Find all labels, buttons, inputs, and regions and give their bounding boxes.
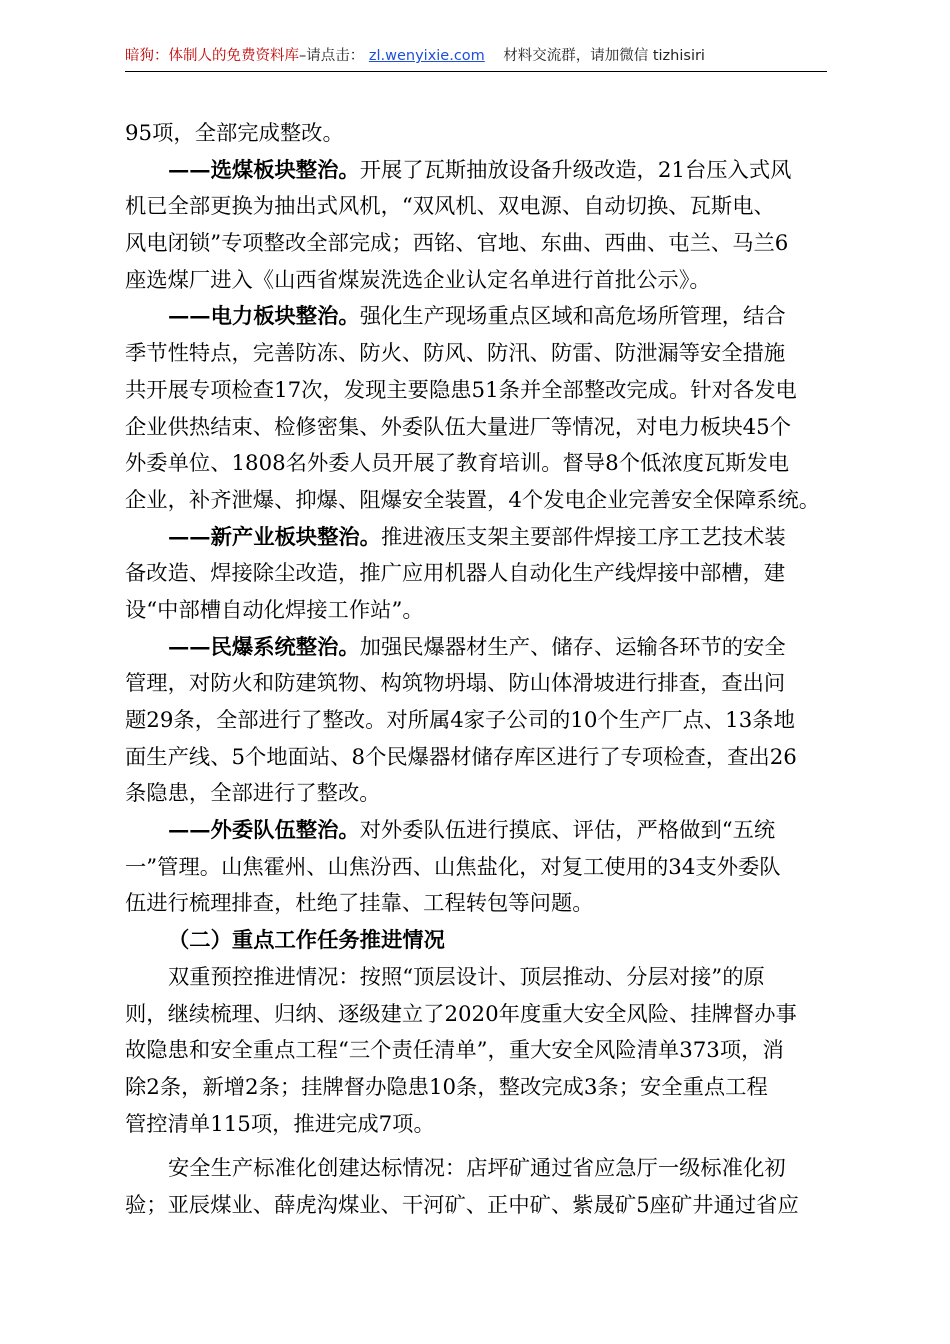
subsection-heading: （二）重点工作任务推进情况 <box>168 928 445 954</box>
section-heading: ——选煤板块整治。 <box>168 157 360 183</box>
body-line: 一”管理。山焦霍州、山焦汾西、山焦盐化，对复工使用的34支外委队 <box>125 854 781 880</box>
section-heading: ——新产业板块整治。 <box>168 524 381 550</box>
page-header <box>125 44 825 70</box>
body-line: 除2条，新增2条；挂牌督办隐患10条，整改完成3条；安全重点工程 <box>125 1074 768 1100</box>
body-line <box>125 226 841 263</box>
body-line: 设“中部槽自动化焊接工作站”。 <box>125 597 424 623</box>
body-text: 推进液压支架主要部件焊接工序工艺技术装 <box>380 524 786 550</box>
body-line: 故隐患和安全重点工程“三个责任清单”，重大安全风险清单373项，消 <box>125 1038 784 1064</box>
header-contact: 材料交流群，请加微信 tizhisiri <box>503 48 705 64</box>
body-line: 则，继续梳理、归纳、逐级建立了2020年度重大安全风险、挂牌督办事 <box>125 1001 797 1027</box>
body-line: 双重预控推进情况：按照“顶层设计、顶层推动、分层对接”的原 <box>168 964 765 990</box>
body-line <box>125 520 841 557</box>
body-text: 开展了瓦斯抽放设备升级改造，21台压入式风 <box>359 157 792 183</box>
header-link[interactable]: zl.wenyixie.com <box>368 48 485 64</box>
body-line: 共开展专项检查17次，发现主要隐患51条并全部整改完成。针对各发电 <box>125 377 797 403</box>
body-line: 95项，全部完成整改。 <box>125 121 344 146</box>
body-text: 加强民爆器材生产、储存、运输各环节的安全 <box>359 634 786 660</box>
body-line: 管控清单115项，推进完成7项。 <box>125 1111 435 1137</box>
body-text: 对外委队伍进行摸底、评估，严格做到“五统 <box>359 818 776 844</box>
section-heading: ——外委队伍整治。 <box>168 818 360 844</box>
section-heading: ——民爆系统整治。 <box>168 634 360 660</box>
header-prompt: –请点击： <box>299 48 365 64</box>
body-line: 企业供热结束、检修密集、外委队伍大量进厂等情况，对电力板块45个 <box>125 414 792 440</box>
header-rule <box>125 71 827 72</box>
body-line: 安全生产标准化创建达标情况：店坪矿通过省应急厅一级标准化初 <box>168 1156 786 1182</box>
body-line: 季节性特点，完善防冻、防火、防风、防汛、防雷、防泄漏等安全措施 <box>125 341 786 367</box>
body-text: 风电闭锁”专项整改全部完成；西铭、官地、东曲、西曲、屯兰、马兰6 <box>125 231 789 257</box>
body-line: 面生产线、5个地面站、8个民爆器材储存库区进行了专项检查，查出26 <box>125 744 797 770</box>
body-line <box>125 189 841 226</box>
body-line <box>125 299 841 336</box>
body-line: 企业，补齐泄爆、抑爆、阻爆安全装置，4个发电企业完善安全保障系统。 <box>125 487 821 513</box>
body-line: 管理，对防火和防建筑物、构筑物坍塌、防山体滑坡进行排查，查出问 <box>125 671 786 697</box>
body-line: 题29条，全部进行了整改。对所属4家子公司的10个生产厂点、13条地 <box>125 708 795 733</box>
body-line: 座选煤厂进入《山西省煤炭洗选企业认定名单进行首批公示》。 <box>125 267 711 293</box>
body-line: 伍进行梳理排查，杜绝了挂靠、工程转包等问题。 <box>125 891 594 917</box>
body-line: 条隐患，全部进行了整改。 <box>125 781 381 807</box>
body-text: 强化生产现场重点区域和高危场所管理，结合 <box>359 304 786 330</box>
body-line: 备改造、焊接除尘改造，推广应用机器人自动化生产线焊接中部槽，建 <box>125 561 786 587</box>
body-line: 外委单位、1808名外委人员开展了教育培训。督导8个低浓度瓦斯发电 <box>125 451 790 477</box>
document-body <box>125 116 841 1225</box>
body-line <box>125 813 841 850</box>
body-line <box>125 630 841 667</box>
section-heading: ——电力板块整治。 <box>168 304 360 330</box>
body-line: 验；亚辰煤业、薛虎沟煤业、干河矿、正中矿、紫晟矿5座矿井通过省应 <box>125 1192 799 1218</box>
body-line <box>125 153 841 190</box>
header-brand: 暗狗：体制人的免费资料库 <box>125 48 299 64</box>
body-text: 机已全部更换为抽出式风机，“双风机、双电源、自动切换、瓦斯电、 <box>125 194 775 220</box>
